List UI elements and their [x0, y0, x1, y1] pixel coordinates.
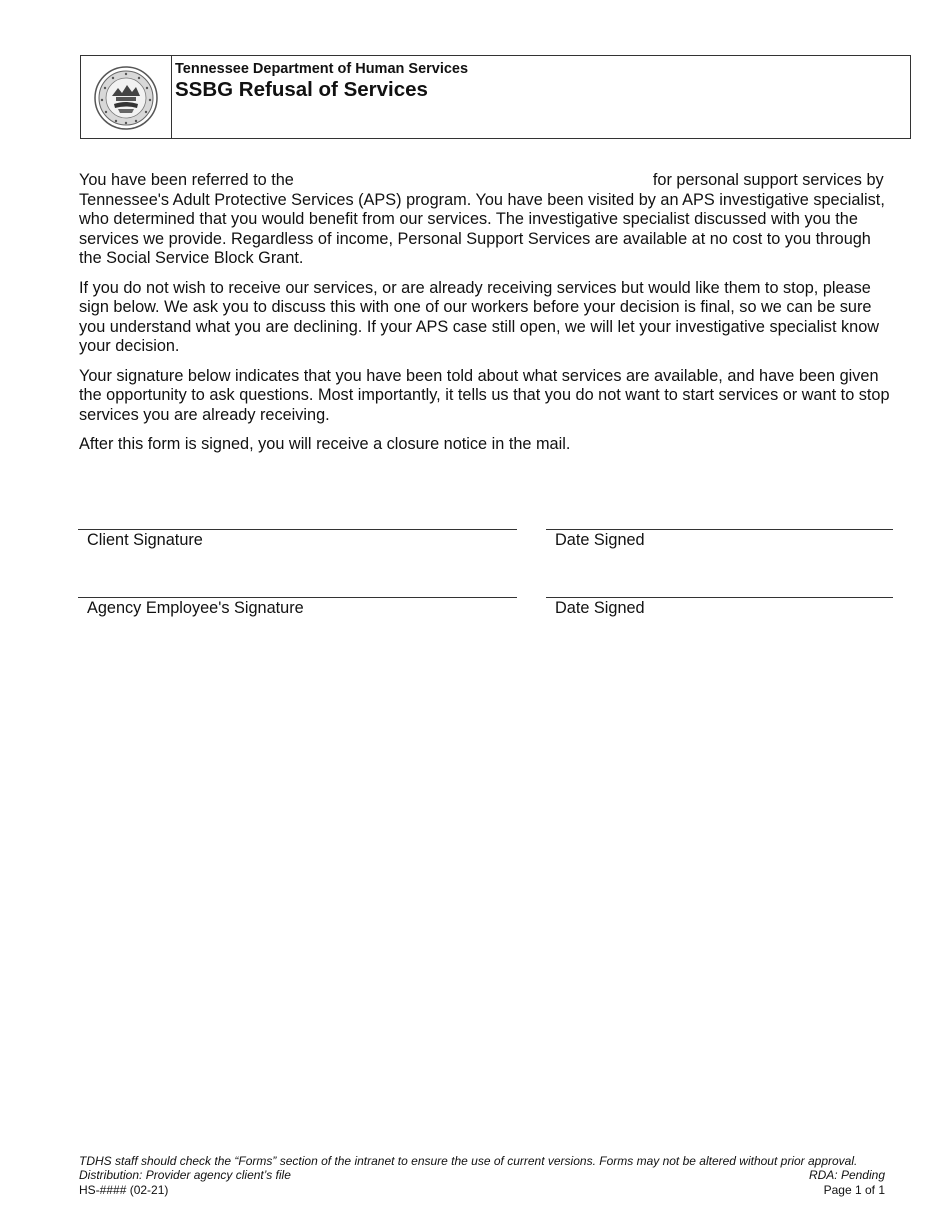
client-signature-label: Client Signature	[87, 531, 203, 549]
paragraph-closure-notice: After this form is signed, you will receive a closure notice in the mail.	[79, 435, 571, 453]
tennessee-state-seal-icon	[94, 66, 158, 130]
footer-row-form-number	[79, 1183, 885, 1197]
date-signed-line-1[interactable]	[546, 529, 893, 530]
form-footer	[79, 1154, 885, 1197]
employee-signature-line[interactable]	[78, 597, 517, 598]
footer-form-number: HS-#### (02-21)	[79, 1182, 169, 1197]
footer-rda: RDA: Pending	[808, 1168, 885, 1183]
date-signed-line-2[interactable]	[546, 597, 893, 598]
form-header	[80, 55, 911, 139]
date-signed-label-2: Date Signed	[555, 599, 645, 617]
date-signed-label-1: Date Signed	[555, 531, 645, 549]
referral-text-rest: by Tennessee's Adult Protective Services (APS) program. You have been visited by an APS investigative specialist, who determined that you would benefit from our services. The investigative specialist discussed with you the services we provide. Regardless of income, Personal Support Services are available at no cost to you through the Social Service Block Grant.	[79, 171, 885, 267]
referral-agency-blank[interactable]	[298, 171, 648, 185]
footer-distribution: Distribution: Provider agency client’s file	[79, 1168, 291, 1183]
footer-page-number: Page 1 of 1	[823, 1182, 885, 1197]
paragraph-decline: If you do not wish to receive our services, or are already receiving services but would like them to stop, please sign below. We ask you to discuss this with one of our workers before your decision is final, so we can be sure you understand what you are declining. If your APS case still open, we will let your investigative specialist know your decision.	[79, 278, 880, 355]
client-signature-line[interactable]	[78, 529, 517, 530]
referral-text-after-blank: for personal support services	[652, 171, 862, 189]
footer-notice: TDHS staff should check the “Forms” section of the intranet to ensure the use of current versions. Forms may not be altered without prior approval.	[79, 1154, 858, 1168]
agency-name: Tennessee Department of Human Services	[175, 61, 469, 77]
seal-cell	[81, 56, 172, 138]
form-title: SSBG Refusal of Services	[175, 78, 428, 101]
paragraph-signature-meaning: Your signature below indicates that you have been told about what services are available, and have been given the opportunity to ask questions. Most importantly, it tells us that you do not want to start services or want to stop services you are already receiving.	[79, 366, 890, 424]
paragraph-referral	[79, 171, 897, 269]
body-text	[79, 171, 897, 465]
footer-row-distribution	[79, 1168, 885, 1182]
employee-signature-label: Agency Employee's Signature	[87, 599, 304, 617]
referral-text-start: You have been referred to the	[79, 171, 294, 189]
